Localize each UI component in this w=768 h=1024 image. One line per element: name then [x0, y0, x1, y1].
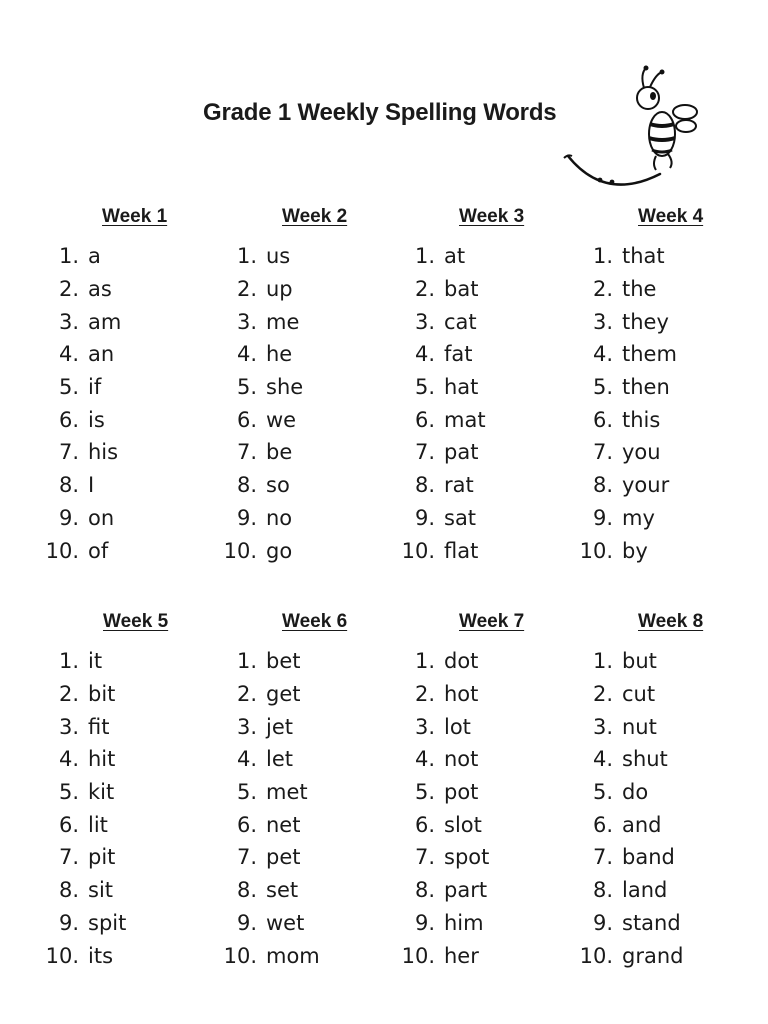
spelling-word: bit: [88, 682, 116, 707]
item-number: 2.: [592, 277, 613, 302]
item-number: 2.: [236, 682, 257, 707]
spelling-word: your: [622, 473, 670, 498]
item-number: 4.: [58, 342, 79, 367]
list-item: [576, 808, 683, 841]
list-item: [42, 240, 121, 273]
spelling-word: so: [266, 473, 290, 498]
list-item: [220, 645, 320, 678]
list-item: [42, 534, 121, 567]
item-number: 2.: [58, 277, 79, 302]
spelling-word: it: [88, 649, 103, 674]
list-item: [576, 874, 683, 907]
spelling-word: fit: [88, 714, 110, 739]
spelling-word: his: [88, 440, 119, 465]
item-number: 7.: [58, 440, 79, 465]
list-item: [398, 403, 486, 436]
spelling-word: the: [622, 277, 657, 302]
word-list: [42, 645, 126, 972]
item-number: 8.: [414, 878, 435, 903]
list-item: [42, 710, 126, 743]
item-number: 5.: [58, 375, 79, 400]
list-item: [576, 502, 677, 535]
list-item: [220, 534, 303, 567]
spelling-word: fat: [444, 342, 473, 367]
list-item: [220, 841, 320, 874]
spelling-word: this: [622, 407, 661, 432]
spelling-word: my: [622, 505, 655, 530]
spelling-word: him: [444, 910, 484, 935]
spelling-word: bat: [444, 277, 479, 302]
list-item: [220, 371, 303, 404]
item-number: 1.: [236, 649, 257, 674]
item-number: 7.: [236, 440, 257, 465]
list-item: [398, 939, 489, 972]
list-item: [220, 338, 303, 371]
list-item: [220, 776, 320, 809]
list-item: [42, 305, 121, 338]
spelling-word: if: [88, 375, 102, 400]
item-number: 3.: [58, 309, 79, 334]
spelling-word: dot: [444, 649, 479, 674]
spelling-word: mom: [266, 943, 320, 968]
spelling-word: mat: [444, 407, 486, 432]
list-item: [220, 273, 303, 306]
item-number: 2.: [414, 682, 435, 707]
week-heading: Week 2: [282, 206, 348, 227]
spelling-word: net: [266, 812, 301, 837]
item-number: 8.: [58, 878, 79, 903]
list-item: [220, 240, 303, 273]
spelling-word: sat: [444, 505, 477, 530]
spelling-word: of: [88, 538, 109, 563]
spelling-word: wet: [266, 910, 305, 935]
list-item: [220, 743, 320, 776]
item-number: 1.: [592, 244, 613, 269]
list-item: [42, 436, 121, 469]
item-number: 5.: [236, 780, 257, 805]
item-number: 1.: [414, 649, 435, 674]
list-item: [42, 678, 126, 711]
list-item: [42, 502, 121, 535]
list-item: [576, 939, 683, 972]
spelling-word: do: [622, 780, 649, 805]
list-item: [42, 743, 126, 776]
list-item: [576, 645, 683, 678]
spelling-word: stand: [622, 910, 681, 935]
spelling-word: land: [622, 878, 668, 903]
item-number: 4.: [592, 342, 613, 367]
spelling-word: and: [622, 812, 662, 837]
spelling-word: them: [622, 342, 677, 367]
list-item: [42, 469, 121, 502]
spelling-word: is: [88, 407, 105, 432]
item-number: 3.: [592, 309, 613, 334]
item-number: 9.: [236, 505, 257, 530]
item-number: 9.: [592, 505, 613, 530]
item-number: 3.: [414, 309, 435, 334]
spelling-word: I: [88, 473, 95, 498]
spelling-word: they: [622, 309, 669, 334]
word-list: [576, 645, 683, 972]
item-number: 2.: [592, 682, 613, 707]
list-item: [576, 907, 683, 940]
item-number: 6.: [414, 407, 435, 432]
item-number: 8.: [592, 878, 613, 903]
list-item: [220, 678, 320, 711]
item-number: 2.: [236, 277, 257, 302]
item-number: 10.: [401, 943, 435, 968]
week-heading: Week 1: [102, 206, 168, 227]
list-item: [398, 469, 486, 502]
word-list: [220, 240, 303, 567]
list-item: [576, 841, 683, 874]
spelling-word: go: [266, 538, 293, 563]
list-item: [576, 710, 683, 743]
spelling-word: grand: [622, 943, 684, 968]
item-number: 4.: [414, 747, 435, 772]
list-item: [398, 240, 486, 273]
list-item: [220, 939, 320, 972]
word-list: [42, 240, 121, 567]
list-item: [398, 874, 489, 907]
item-number: 3.: [236, 714, 257, 739]
item-number: 10.: [579, 538, 613, 563]
item-number: 7.: [414, 845, 435, 870]
item-number: 9.: [592, 910, 613, 935]
spelling-word: an: [88, 342, 115, 367]
list-item: [220, 710, 320, 743]
list-item: [42, 273, 121, 306]
item-number: 3.: [592, 714, 613, 739]
week-heading: Week 6: [282, 611, 348, 632]
spelling-word: part: [444, 878, 488, 903]
list-item: [576, 469, 677, 502]
list-item: [576, 776, 683, 809]
spelling-word: pet: [266, 845, 301, 870]
spelling-word: cut: [622, 682, 656, 707]
item-number: 6.: [414, 812, 435, 837]
item-number: 10.: [45, 943, 79, 968]
spelling-word: set: [266, 878, 299, 903]
list-item: [398, 645, 489, 678]
spelling-word: he: [266, 342, 293, 367]
list-item: [576, 678, 683, 711]
list-item: [398, 436, 486, 469]
item-number: 1.: [414, 244, 435, 269]
spelling-word: that: [622, 244, 665, 269]
spelling-word: hot: [444, 682, 479, 707]
item-number: 6.: [58, 407, 79, 432]
list-item: [576, 436, 677, 469]
list-item: [576, 273, 677, 306]
word-list: [398, 645, 489, 972]
list-item: [42, 939, 126, 972]
item-number: 4.: [58, 747, 79, 772]
item-number: 8.: [592, 473, 613, 498]
list-item: [398, 808, 489, 841]
list-item: [398, 710, 489, 743]
word-list: [576, 240, 677, 567]
spelling-word: nut: [622, 714, 657, 739]
spelling-word: at: [444, 244, 466, 269]
item-number: 1.: [236, 244, 257, 269]
item-number: 4.: [236, 747, 257, 772]
item-number: 7.: [58, 845, 79, 870]
item-number: 5.: [414, 375, 435, 400]
item-number: 9.: [236, 910, 257, 935]
item-number: 8.: [58, 473, 79, 498]
list-item: [42, 808, 126, 841]
spelling-word: pat: [444, 440, 479, 465]
spelling-word: but: [622, 649, 657, 674]
spelling-word: be: [266, 440, 293, 465]
item-number: 6.: [236, 812, 257, 837]
bee-smiley-icon: [560, 62, 710, 197]
item-number: 8.: [414, 473, 435, 498]
list-item: [220, 874, 320, 907]
list-item: [398, 743, 489, 776]
spelling-word: band: [622, 845, 675, 870]
list-item: [398, 678, 489, 711]
spelling-word: kit: [88, 780, 115, 805]
item-number: 3.: [414, 714, 435, 739]
spelling-word: bet: [266, 649, 301, 674]
list-item: [220, 808, 320, 841]
item-number: 9.: [58, 505, 79, 530]
item-number: 2.: [58, 682, 79, 707]
spelling-word: get: [266, 682, 301, 707]
spelling-word: lit: [88, 812, 108, 837]
spelling-word: she: [266, 375, 304, 400]
list-item: [398, 305, 486, 338]
item-number: 1.: [58, 649, 79, 674]
list-item: [576, 240, 677, 273]
list-item: [576, 534, 677, 567]
spelling-word: pit: [88, 845, 116, 870]
item-number: 10.: [223, 943, 257, 968]
week-heading: Week 5: [103, 611, 169, 632]
list-item: [42, 371, 121, 404]
list-item: [220, 469, 303, 502]
item-number: 7.: [236, 845, 257, 870]
item-number: 5.: [592, 375, 613, 400]
item-number: 5.: [414, 780, 435, 805]
item-number: 5.: [58, 780, 79, 805]
week-heading: Week 7: [459, 611, 525, 632]
list-item: [220, 305, 303, 338]
spelling-word: jet: [266, 714, 293, 739]
item-number: 4.: [236, 342, 257, 367]
item-number: 10.: [579, 943, 613, 968]
list-item: [576, 403, 677, 436]
list-item: [42, 841, 126, 874]
list-item: [398, 841, 489, 874]
spelling-word: hit: [88, 747, 116, 772]
spelling-word: we: [266, 407, 297, 432]
list-item: [576, 371, 677, 404]
item-number: 10.: [45, 538, 79, 563]
item-number: 9.: [414, 910, 435, 935]
list-item: [42, 403, 121, 436]
spelling-word: you: [622, 440, 661, 465]
list-item: [576, 743, 683, 776]
list-item: [42, 338, 121, 371]
spelling-word: up: [266, 277, 293, 302]
list-item: [398, 338, 486, 371]
list-item: [42, 645, 126, 678]
word-list: [398, 240, 486, 567]
spelling-word: spit: [88, 910, 127, 935]
list-item: [220, 436, 303, 469]
spelling-word: pot: [444, 780, 479, 805]
item-number: 10.: [401, 538, 435, 563]
item-number: 4.: [592, 747, 613, 772]
list-item: [398, 502, 486, 535]
item-number: 3.: [236, 309, 257, 334]
item-number: 9.: [414, 505, 435, 530]
page-title: Grade 1 Weekly Spelling Words: [203, 99, 557, 126]
list-item: [398, 776, 489, 809]
list-item: [576, 338, 677, 371]
list-item: [398, 371, 486, 404]
spelling-word: shut: [622, 747, 668, 772]
item-number: 4.: [414, 342, 435, 367]
spelling-word: as: [88, 277, 112, 302]
item-number: 3.: [58, 714, 79, 739]
item-number: 5.: [236, 375, 257, 400]
spelling-word: cat: [444, 309, 477, 334]
list-item: [398, 534, 486, 567]
spelling-word: then: [622, 375, 670, 400]
spelling-word: let: [266, 747, 293, 772]
spelling-word: hat: [444, 375, 479, 400]
list-item: [42, 874, 126, 907]
week-heading: Week 4: [638, 206, 704, 227]
spelling-word: a: [88, 244, 101, 269]
item-number: 6.: [236, 407, 257, 432]
item-number: 5.: [592, 780, 613, 805]
item-number: 8.: [236, 473, 257, 498]
item-number: 2.: [414, 277, 435, 302]
spelling-word: not: [444, 747, 479, 772]
spelling-word: flat: [444, 538, 479, 563]
spelling-word: by: [622, 538, 648, 563]
week-heading: Week 3: [459, 206, 525, 227]
spelling-word: its: [88, 943, 114, 968]
spelling-word: am: [88, 309, 122, 334]
list-item: [220, 907, 320, 940]
item-number: 7.: [592, 440, 613, 465]
item-number: 6.: [58, 812, 79, 837]
item-number: 6.: [592, 812, 613, 837]
spelling-word: us: [266, 244, 291, 269]
spelling-word: spot: [444, 845, 490, 870]
word-list: [220, 645, 320, 972]
spelling-word: slot: [444, 812, 482, 837]
list-item: [42, 907, 126, 940]
list-item: [398, 907, 489, 940]
spelling-word: met: [266, 780, 308, 805]
list-item: [576, 305, 677, 338]
item-number: 8.: [236, 878, 257, 903]
list-item: [220, 502, 303, 535]
spelling-word: me: [266, 309, 300, 334]
item-number: 7.: [414, 440, 435, 465]
item-number: 1.: [58, 244, 79, 269]
list-item: [42, 776, 126, 809]
spelling-word: on: [88, 505, 115, 530]
item-number: 10.: [223, 538, 257, 563]
spelling-word: lot: [444, 714, 471, 739]
item-number: 6.: [592, 407, 613, 432]
list-item: [220, 403, 303, 436]
week-heading: Week 8: [638, 611, 704, 632]
spelling-word: her: [444, 943, 479, 968]
spelling-word: rat: [444, 473, 474, 498]
item-number: 1.: [592, 649, 613, 674]
item-number: 9.: [58, 910, 79, 935]
item-number: 7.: [592, 845, 613, 870]
list-item: [398, 273, 486, 306]
spelling-word: no: [266, 505, 293, 530]
spelling-word: sit: [88, 878, 114, 903]
